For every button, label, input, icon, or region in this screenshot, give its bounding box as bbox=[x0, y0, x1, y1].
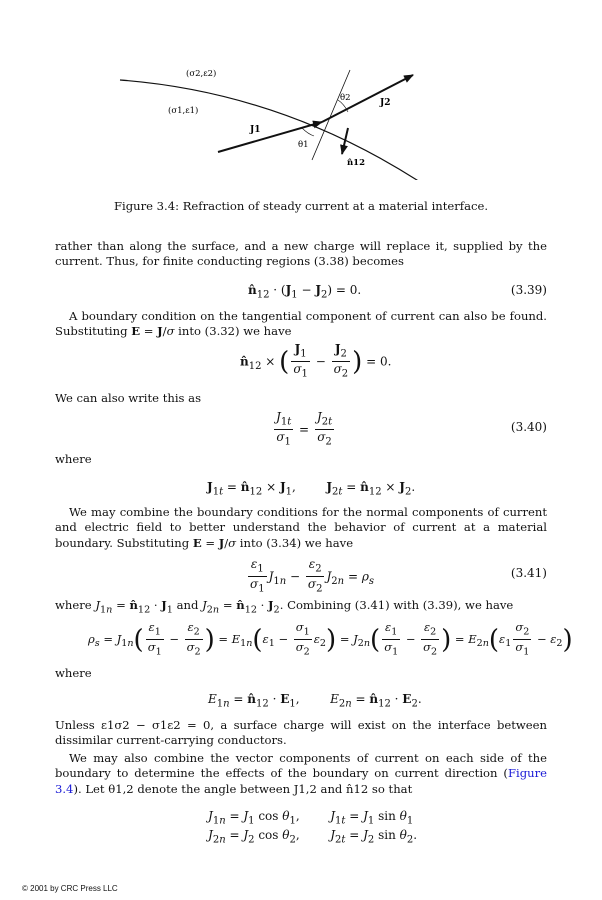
label-j1: J1 bbox=[250, 125, 261, 135]
eq-number-3-41: (3.41) bbox=[510, 566, 547, 580]
equation-normal-e: $E_{1n}$ = $n̂_{12} \cdot E_1$, $E_{2n}$ = $n̂_{12} \cdot E_2$. bbox=[208, 692, 422, 710]
copyright-footer: © 2001 by CRC Press LLC bbox=[22, 884, 118, 893]
figure-3-4-link[interactable]: Figure 3.4 bbox=[55, 766, 547, 796]
eq-number-3-40: (3.40) bbox=[510, 420, 547, 434]
equation-components-1: $J_{1n} = J_1$ $\cos \theta_1$, $J_{1t} = J_1$ $\sin \theta_1$ bbox=[208, 809, 414, 827]
figure-caption: Figure 3.4: Refraction of steady current at a material interface. bbox=[113, 199, 489, 213]
paragraph-1: rather than along the surface, and a new charge will replace it, supplied by the current. Thus, for finite conducting regions (3.38) becomes bbox=[55, 239, 547, 269]
equation-3-40: $\frac{J_{1t}}{\sigma_1}$ = $\frac{J_{2t}}{\sigma_2}$ bbox=[276, 410, 333, 448]
j2-arrow bbox=[322, 75, 413, 122]
label-theta1: θ1 bbox=[298, 140, 309, 150]
paragraph-2: A boundary condition on the tangential component of current can also be found. Substituting E = J/σ into (3.32) we have bbox=[55, 309, 547, 339]
equation-surface-charge: $\rho_s = J_{1n}$( $\frac{\varepsilon_1}{\sigma_1}$ − $\frac{\varepsilon_2}{\sigma_2}$ ) = $E_{1n}(\varepsilon_1$ − $\frac{\sigma_1}{\sigma_2}$ $\varepsilon_2) = J_{2n}$( $\frac{\varepsilon_1}{\sigma_1}$ − $\frac{\varepsilon_2}{\sigma_2}$ ) = $E_{2n}(\varepsilon_1$ $\frac{\sigma_2}{\sigma_1}$ − $\varepsilon_2$) bbox=[88, 620, 573, 658]
where-1: where bbox=[55, 452, 92, 466]
label-region-bottom: (σ1,ε1) bbox=[168, 106, 199, 116]
paragraph-3: We can also write this as bbox=[55, 391, 202, 405]
where-2: where bbox=[55, 666, 92, 680]
equation-3-39: $n̂_{12} \cdot (J_1 - J_2) = 0$. bbox=[248, 283, 362, 301]
equation-cross-product: $n̂_{12}$ × ( $\frac{J_1}{\sigma_1}$ − $\frac{J_2}{\sigma_2}$ ) = 0. bbox=[240, 342, 392, 380]
paragraph-5: where $J_{1n}$ = $n̂_{12} \cdot J_1$ and $J_{2n}$ = $n̂_{12} \cdot J_2$. Combining (3.41) with (3.39), we have bbox=[55, 598, 514, 616]
paragraph-6: Unless ε1σ2 − σ1ε2 = 0, a surface charge will exist on the interface between dissimilar current-carrying conductors. bbox=[55, 718, 547, 748]
refraction-figure bbox=[110, 60, 430, 180]
equation-3-41: $\frac{\varepsilon_1}{\sigma_1}$ $J_{1n}$ − $\frac{\varepsilon_2}{\sigma_2}$ $J_{2n} = \rho_s$ bbox=[250, 557, 375, 595]
equation-components-2: $J_{2n} = J_2$ $\cos \theta_2$, $J_{2t} = J_2$ $\sin \theta_2$. bbox=[208, 828, 418, 846]
paragraph-4: We may combine the boundary conditions for the normal components of current and electric field to better understand the behavior of current at a material boundary. Substituting E = J/σ into (3.34) we have bbox=[55, 505, 547, 550]
label-region-top: (σ2,ε2) bbox=[186, 69, 217, 79]
equation-tangential: $J_{1t}$ = $n̂_{12} \times J_1$, $J_{2t}$ = $n̂_{12} \times J_2$. bbox=[207, 480, 416, 498]
label-theta2: θ2 bbox=[340, 93, 351, 103]
eq-number-3-39: (3.39) bbox=[510, 283, 547, 297]
paragraph-7: We may also combine the vector components of current on each side of the boundary to determine the effects of the boundary on current direction (Figure 3.4). Let θ1,2 denote the angle between J1,2 and n̂12 so that bbox=[55, 751, 547, 796]
label-n12: n̂12 bbox=[347, 158, 366, 168]
label-j2: J2 bbox=[380, 98, 391, 108]
theta1-arc bbox=[302, 128, 314, 136]
